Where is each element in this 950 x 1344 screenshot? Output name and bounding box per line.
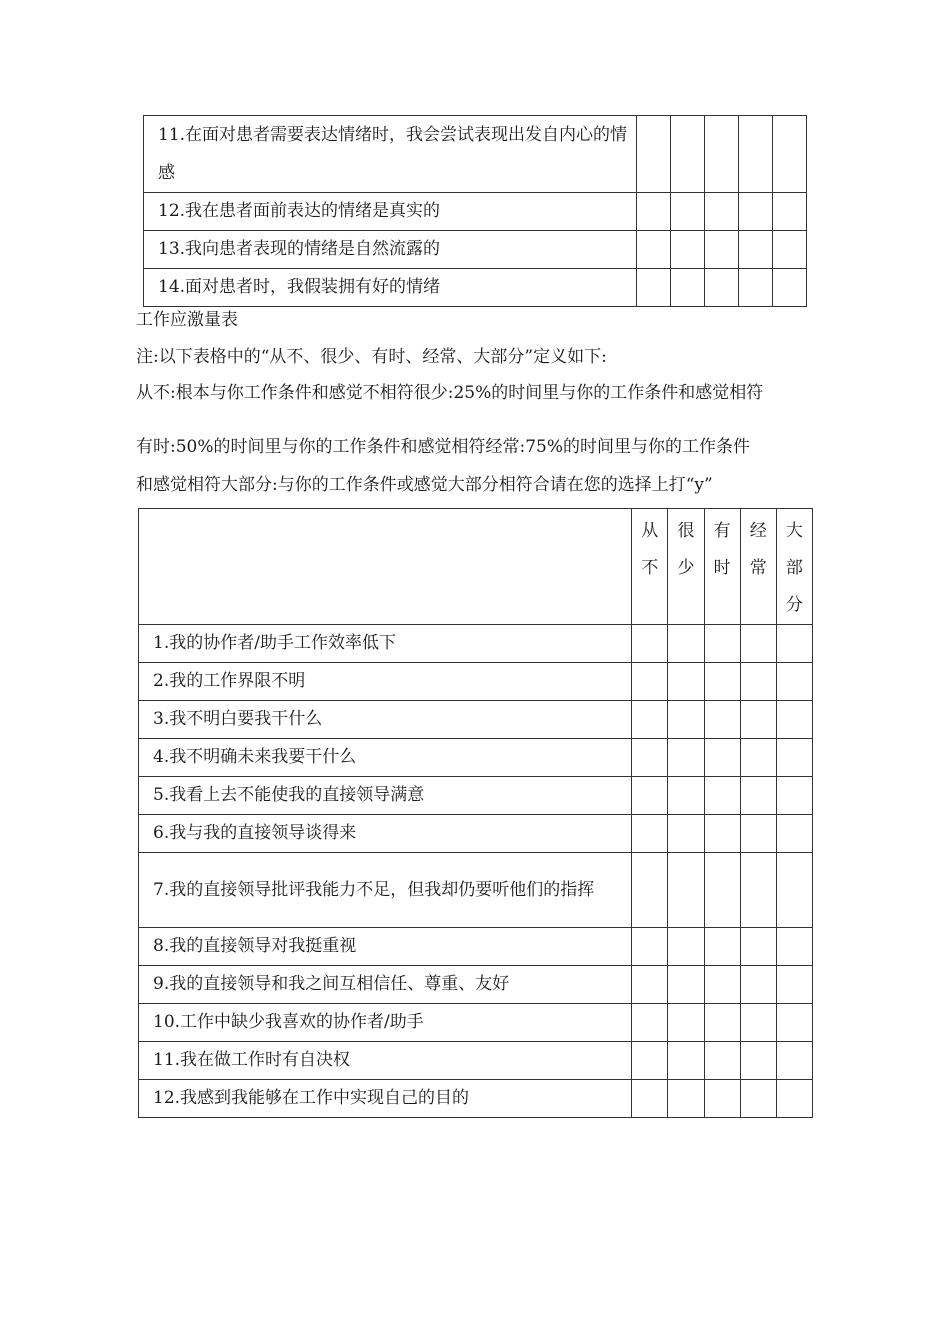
choice-cell[interactable] — [704, 966, 740, 1004]
choice-cell[interactable] — [632, 663, 668, 701]
choice-cell[interactable] — [668, 1042, 704, 1080]
header-mostly: 大 部 分 — [776, 509, 812, 625]
choice-cell[interactable] — [772, 193, 806, 231]
choice-cell[interactable] — [704, 663, 740, 701]
choice-cell[interactable] — [738, 116, 772, 193]
table-row — [139, 739, 813, 777]
table-row — [139, 853, 813, 928]
choice-cell[interactable] — [738, 193, 772, 231]
choice-cell[interactable] — [632, 928, 668, 966]
choice-cell[interactable] — [776, 663, 812, 701]
table-row — [139, 966, 813, 1004]
choice-cell[interactable] — [776, 777, 812, 815]
choice-cell[interactable] — [670, 116, 704, 193]
choice-cell[interactable] — [704, 231, 738, 269]
choice-cell[interactable] — [636, 193, 670, 231]
choice-cell[interactable] — [740, 625, 776, 663]
choice-cell[interactable] — [668, 625, 704, 663]
table-row — [139, 1080, 813, 1118]
table-row — [139, 625, 813, 663]
choice-cell[interactable] — [668, 777, 704, 815]
choice-cell[interactable] — [740, 663, 776, 701]
header-sometimes: 有 时 — [704, 509, 740, 625]
choice-cell[interactable] — [704, 1080, 740, 1118]
table-row — [144, 269, 807, 307]
header-often: 经 常 — [740, 509, 776, 625]
choice-cell[interactable] — [668, 966, 704, 1004]
choice-cell[interactable] — [632, 1080, 668, 1118]
choice-cell[interactable] — [776, 1080, 812, 1118]
choice-cell[interactable] — [740, 777, 776, 815]
table-row — [139, 777, 813, 815]
table-row — [139, 928, 813, 966]
note-line: 注:以下表格中的“从不、很少、有时、经常、大部分”定义如下: — [136, 347, 607, 367]
table-row — [139, 701, 813, 739]
choice-cell[interactable] — [704, 928, 740, 966]
question-cell: 11.我在做工作时有自决权 — [139, 1042, 632, 1080]
choice-cell[interactable] — [704, 1042, 740, 1080]
question-cell: 3.我不明白要我干什么 — [139, 701, 632, 739]
choice-cell[interactable] — [738, 231, 772, 269]
question-cell: 12.我感到我能够在工作中实现自己的目的 — [139, 1080, 632, 1118]
choice-cell[interactable] — [776, 1042, 812, 1080]
choice-cell[interactable] — [740, 928, 776, 966]
choice-cell[interactable] — [772, 269, 806, 307]
choice-cell[interactable] — [740, 701, 776, 739]
question-cell: 10.工作中缺少我喜欢的协作者/助手 — [139, 1004, 632, 1042]
choice-cell[interactable] — [740, 815, 776, 853]
choice-cell[interactable] — [668, 815, 704, 853]
choice-cell[interactable] — [738, 269, 772, 307]
choice-cell[interactable] — [668, 1080, 704, 1118]
question-cell: 2.我的工作界限不明 — [139, 663, 632, 701]
choice-cell[interactable] — [668, 701, 704, 739]
choice-cell[interactable] — [670, 193, 704, 231]
choice-cell[interactable] — [632, 966, 668, 1004]
choice-cell[interactable] — [740, 853, 776, 928]
choice-cell[interactable] — [740, 1004, 776, 1042]
choice-cell[interactable] — [704, 701, 740, 739]
choice-cell[interactable] — [776, 815, 812, 853]
choice-cell[interactable] — [704, 853, 740, 928]
choice-cell[interactable] — [704, 1004, 740, 1042]
header-blank-cell — [139, 509, 632, 625]
choice-cell[interactable] — [668, 853, 704, 928]
choice-cell[interactable] — [740, 1042, 776, 1080]
choice-cell[interactable] — [632, 815, 668, 853]
choice-cell[interactable] — [670, 269, 704, 307]
choice-cell[interactable] — [776, 966, 812, 1004]
choice-cell[interactable] — [776, 625, 812, 663]
question-cell: 5.我看上去不能使我的直接领导满意 — [139, 777, 632, 815]
table-row — [139, 815, 813, 853]
choice-cell[interactable] — [740, 966, 776, 1004]
question-cell: 7.我的直接领导批评我能力不足，但我却仍要听他们的指挥 — [139, 853, 632, 928]
choice-cell[interactable] — [670, 231, 704, 269]
choice-cell[interactable] — [740, 739, 776, 777]
choice-cell[interactable] — [776, 853, 812, 928]
choice-cell[interactable] — [740, 1080, 776, 1118]
choice-cell[interactable] — [632, 1042, 668, 1080]
table-row — [144, 231, 807, 269]
choice-cell[interactable] — [704, 269, 738, 307]
choice-cell[interactable] — [772, 116, 806, 193]
table-row — [139, 1004, 813, 1042]
choice-cell[interactable] — [668, 663, 704, 701]
question-cell: 14.面对患者时，我假装拥有好的情绪 — [144, 269, 637, 307]
question-cell: 8.我的直接领导对我挺重视 — [139, 928, 632, 966]
stress-scale-table — [138, 508, 813, 1118]
question-cell: 6.我与我的直接领导谈得来 — [139, 815, 632, 853]
section-title: 工作应激量表 — [136, 310, 238, 330]
choice-cell[interactable] — [668, 928, 704, 966]
question-cell: 12.我在患者面前表达的情绪是真实的 — [144, 193, 637, 231]
choice-cell[interactable] — [776, 739, 812, 777]
choice-cell[interactable] — [632, 701, 668, 739]
choice-cell[interactable] — [632, 739, 668, 777]
choice-cell[interactable] — [776, 1004, 812, 1042]
table-row — [144, 193, 807, 231]
header-never: 从 不 — [632, 509, 668, 625]
question-cell: 4.我不明确未来我要干什么 — [139, 739, 632, 777]
choice-cell[interactable] — [704, 116, 738, 193]
question-cell: 9.我的直接领导和我之间互相信任、尊重、友好 — [139, 966, 632, 1004]
question-cell: 11.在面对患者需要表达情绪时，我会尝试表现出发自内心的情感 — [144, 116, 637, 193]
question-cell: 13.我向患者表现的情绪是自然流露的 — [144, 231, 637, 269]
choice-cell[interactable] — [636, 116, 670, 193]
emotion-table — [143, 115, 807, 307]
choice-cell[interactable] — [636, 231, 670, 269]
note-line: 和感觉相符大部分:与你的工作条件或感觉大部分相符合请在您的选择上打“y” — [136, 475, 713, 495]
choice-cell[interactable] — [632, 777, 668, 815]
table-row — [144, 116, 807, 193]
choice-cell[interactable] — [632, 625, 668, 663]
note-line: 有时:50%的时间里与你的工作条件和感觉相符经常:75%的时间里与你的工作条件 — [136, 437, 751, 457]
choice-cell[interactable] — [704, 739, 740, 777]
choice-cell[interactable] — [704, 625, 740, 663]
choice-cell[interactable] — [632, 1004, 668, 1042]
question-cell: 1.我的协作者/助手工作效率低下 — [139, 625, 632, 663]
choice-cell[interactable] — [776, 701, 812, 739]
header-rarely: 很 少 — [668, 509, 704, 625]
choice-cell[interactable] — [704, 193, 738, 231]
choice-cell[interactable] — [776, 928, 812, 966]
choice-cell[interactable] — [704, 815, 740, 853]
choice-cell[interactable] — [668, 1004, 704, 1042]
choice-cell[interactable] — [668, 739, 704, 777]
header-row — [139, 509, 813, 625]
choice-cell[interactable] — [632, 853, 668, 928]
choice-cell[interactable] — [772, 231, 806, 269]
table-row — [139, 1042, 813, 1080]
note-line: 从不:根本与你工作条件和感觉不相符很少:25%的时间里与你的工作条件和感觉相符 — [136, 383, 764, 403]
choice-cell[interactable] — [636, 269, 670, 307]
choice-cell[interactable] — [704, 777, 740, 815]
table-row — [139, 663, 813, 701]
